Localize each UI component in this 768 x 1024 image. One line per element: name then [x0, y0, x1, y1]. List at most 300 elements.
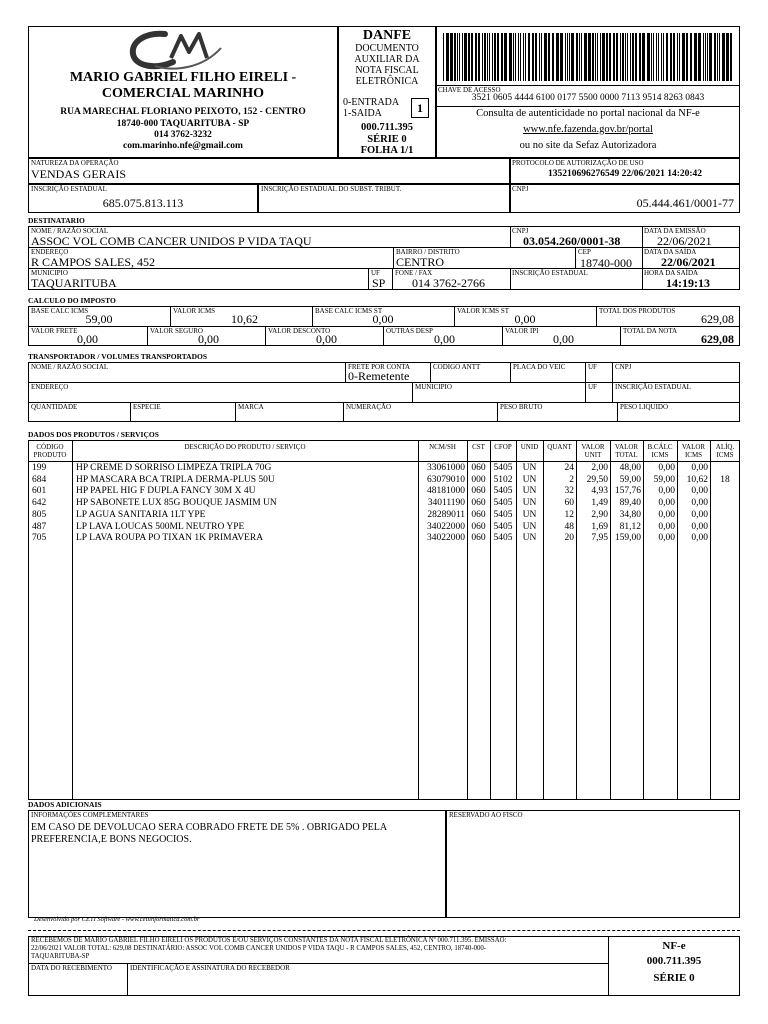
desconto: 0,00: [316, 332, 337, 346]
barcode-bar: [484, 33, 486, 81]
adicionais-section: DADOS ADICIONAIS: [28, 800, 102, 809]
info-label: INFORMAÇÕES COMPLEMENTARES: [31, 811, 149, 819]
portal-link[interactable]: www.nfe.fazenda.gov.br/portal: [523, 124, 653, 135]
valor-st-label: VALOR ICMS ST: [457, 307, 509, 315]
barcode-bar: [494, 33, 496, 81]
transp-qtd-label: QUANTIDADE: [31, 403, 78, 411]
barcode-bar: [504, 33, 507, 81]
cell-descricao: LP LAVA ROUPA PO TIXAN 1K PRIMAVERA: [76, 533, 264, 544]
barcode-bar: [666, 33, 668, 81]
barcode-bar: [682, 33, 685, 81]
th-ncm: NCM/SH: [429, 443, 456, 451]
barcode-bar: [535, 33, 537, 81]
th-vtotal-1: VALOR: [614, 443, 639, 451]
barcode-bar: [482, 33, 483, 81]
transp-antt-label: CODIGO ANTT: [433, 363, 481, 371]
barcode-bar: [663, 33, 664, 81]
cell-unid: UN: [522, 498, 537, 509]
th-descricao: DESCRIÇÃO DO PRODUTO / SERVIÇO: [184, 443, 306, 451]
seguro: 0,00: [198, 332, 219, 346]
cell-vtotal: 89,40: [619, 498, 641, 509]
cell-bcalc: 0,00: [658, 498, 675, 509]
emitente-endereco: RUA MARECHAL FLORIANO PEIXOTO, 152 - CENTRO: [60, 107, 306, 117]
frete: 0,00: [77, 332, 98, 346]
cell-unid: UN: [522, 474, 537, 485]
dest-endereco: R CAMPOS SALES, 452: [31, 255, 156, 269]
cell-bcalc: 0,00: [658, 486, 675, 497]
barcode-bar: [726, 33, 729, 81]
transp-endereco-label: ENDEREÇO: [31, 383, 69, 391]
cell-quant: 24: [564, 463, 574, 473]
dest-fone-label: FONE / FAX: [395, 269, 433, 277]
dest-nome: ASSOC VOL COMB CANCER UNIDOS P VIDA TAQU: [31, 234, 312, 248]
cell-vicms: 10,62: [686, 474, 708, 485]
barcode-bar: [588, 33, 591, 81]
total-prod: 629,08: [701, 312, 734, 326]
cnpj-emit-value: 05.444.461/0001-77: [636, 196, 734, 210]
emitente-email: com.marinho.nfe@gmail.com: [123, 141, 243, 151]
iest-label: INSCRIÇÃO ESTADUAL DO SUBST. TRIBUT.: [261, 185, 402, 193]
danfe-serie: SÉRIE 0: [367, 134, 407, 145]
cell-cst: 060: [471, 521, 486, 532]
th-codigo-2: PRODUTO: [33, 451, 67, 459]
protocolo-value: 135210696276549 22/06/2021 14:20:42: [547, 169, 703, 179]
barcode-bar: [632, 33, 634, 81]
barcode-bar: [501, 33, 503, 81]
canhoto-data-label: DATA DO RECEBIMENTO: [31, 964, 112, 972]
barcode-bar: [600, 33, 601, 81]
canhoto-assinatura-label: IDENTIFICAÇÃO E ASSINATURA DO RECEBEDOR: [130, 964, 290, 972]
transp-frete: 0-Remetente: [348, 369, 410, 383]
total-prod-label: TOTAL DOS PRODUTOS: [599, 307, 676, 315]
dest-bairro-label: BAIRRO / DISTRITO: [396, 248, 460, 256]
th-bcalc-1: B.CÁLC: [647, 443, 673, 451]
protocolo-label: PROTOCOLO DE AUTORIZAÇÃO DE USO: [512, 159, 644, 167]
transp-cnpj-label: CNPJ: [615, 363, 632, 371]
cell-unid: UN: [522, 463, 537, 473]
barcode-bar: [520, 33, 521, 81]
chave-valor: 3521 0605 4444 6100 0177 5500 0000 7113 9514 8263 0843: [471, 93, 705, 103]
barcode-bar: [569, 33, 570, 81]
cell-descricao: HP SABONETE LUX 85G BOUQUE JASMIM UN: [76, 498, 277, 509]
imposto-section: CALCULO DO IMPOSTO: [28, 296, 116, 305]
barcode-bar: [525, 33, 526, 81]
barcode-bar: [602, 33, 605, 81]
info-line-2: PREFERENCIA,E BONS NEGOCIOS.: [31, 834, 192, 845]
ipi: 0,00: [553, 332, 574, 346]
transp-marca-label: MARCA: [238, 403, 264, 411]
barcode-bar: [627, 33, 628, 81]
cell-cfop: 5405: [493, 509, 513, 520]
danfe-folha: FOLHA 1/1: [360, 145, 414, 156]
barcode-bar: [719, 33, 720, 81]
cell-descricao: HP MASCARA BCA TRIPLA DERMA-PLUS 50U: [76, 474, 275, 485]
th-cfop: CFOP: [494, 443, 512, 451]
produtos-section: DADOS DOS PRODUTOS / SERVIÇOS: [28, 430, 159, 439]
cell-cfop: 5405: [493, 521, 513, 532]
valor-icms: 10,62: [231, 312, 258, 326]
cell-ncm: 34022000: [427, 521, 465, 532]
emitente-nome-1: MARIO GABRIEL FILHO EIRELI -: [69, 70, 297, 85]
cell-unid: UN: [522, 521, 537, 532]
cell-descricao: HP PAPEL HIG F DUPLA FANCY 30M X 4U: [76, 486, 256, 497]
cell-codigo: 705: [32, 533, 47, 544]
emitente-nome-2: COMERCIAL MARINHO: [101, 86, 265, 101]
cell-vtotal: 157,76: [614, 486, 641, 497]
barcode-bar: [579, 33, 580, 81]
cell-vtotal: 81,12: [619, 521, 641, 532]
total-nota-label: TOTAL DA NOTA: [623, 327, 678, 335]
th-quant: QUANT: [547, 443, 572, 451]
cell-vunit: 2,00: [591, 463, 608, 473]
cell-cfop: 5405: [493, 498, 513, 509]
base-icms: 59,00: [85, 312, 113, 326]
barcode-bar: [613, 33, 615, 81]
dest-hora: 14:19:13: [666, 276, 710, 290]
barcode-bar: [489, 33, 490, 81]
danfe-tipo-box: 1: [411, 98, 429, 118]
transp-uf-label: UF: [588, 363, 597, 371]
barcode-bar: [690, 33, 692, 81]
cell-bcalc: 0,00: [658, 509, 675, 520]
dest-bairro: CENTRO: [396, 255, 444, 269]
cell-vtotal: 59,00: [619, 474, 641, 485]
dest-cnpj: 03.054.260/0001-38: [523, 234, 621, 248]
cut-line: [28, 930, 740, 931]
barcode-bar: [616, 33, 618, 81]
barcode-bar: [576, 33, 578, 81]
natureza-label: NATUREZA DA OPERAÇÃO: [31, 159, 119, 167]
barcode-bar: [492, 33, 493, 81]
barcode-bar: [694, 33, 697, 81]
barcode-bar: [565, 33, 566, 81]
barcode-bar: [523, 33, 524, 81]
danfe-desc-4: ELETRÔNICA: [355, 76, 419, 87]
barcode-bar: [656, 33, 657, 81]
dest-hora-label: HORA DA SAÍDA: [644, 269, 699, 277]
sefaz-text: ou no site da Sefaz Autorizadora: [519, 140, 657, 151]
th-unid: UNID: [520, 443, 539, 451]
barcode-bar: [661, 33, 662, 81]
barcode-bar: [548, 33, 550, 81]
transp-numeracao-label: NUMERAÇÃO: [346, 403, 392, 411]
barcode-bar: [468, 33, 470, 81]
desenvolvido-text: Desenvolvido por CETI Software - www.cetiinformatica.com.br: [34, 916, 200, 923]
barcode-bar: [513, 33, 514, 81]
barcode-bar: [670, 33, 672, 81]
cell-quant: 60: [564, 498, 574, 509]
cell-codigo: 642: [32, 498, 47, 509]
transp-municipio-label: MUNICIPIO: [415, 383, 452, 391]
transp-ie-label: INSCRIÇÃO ESTADUAL: [615, 383, 691, 391]
canhoto-texto-2: 22/06/2021 VALOR TOTAL: 629,08 DESTINATÁRIO: ASSOC VOL COMB CANCER UNIDOS P VIDA TAQU - R CAMPOS SALES, 452, CENTRO, 18740-000-: [31, 945, 487, 952]
cell-vicms: 0,00: [691, 498, 708, 509]
base-icms-label: BASE CALC ICMS: [31, 307, 89, 315]
danfe-desc-2: AUXILIAR DA: [354, 54, 420, 65]
canhoto-texto-1: RECEBEMOS DE MARIO GABRIEL FILHO EIRELI OS PRODUTOS E/OU SERVIÇOS CONSTANTES DA NOTA FISCAL ELETRÔNICA Nº 000.711.395. EMISSÃO:: [31, 937, 507, 944]
cell-cfop: 5405: [493, 463, 513, 473]
desconto-label: VALOR DESCONTO: [268, 327, 331, 335]
danfe-desc-1: DOCUMENTO: [355, 43, 419, 54]
cell-bcalc: 0,00: [658, 463, 675, 473]
barcode-bar: [705, 33, 706, 81]
cell-descricao: LP AGUA SANITARIA 1LT YPE: [76, 509, 206, 520]
cell-ncm: 63079010: [427, 474, 465, 485]
base-st-label: BASE CALC ICMS ST: [315, 307, 383, 315]
th-cst: CST: [472, 443, 485, 451]
danfe-entrada: 0-ENTRADA: [343, 97, 400, 108]
transp-placa-label: PLACA DO VEIC: [513, 363, 566, 371]
barcode-bar: [560, 33, 563, 81]
destinatario-section: DESTINATARIO: [28, 216, 85, 225]
cell-ncm: 34011190: [427, 498, 465, 509]
barcode-bar: [515, 33, 516, 81]
dest-cnpj-label: CNPJ: [512, 227, 529, 235]
cell-ncm: 34022000: [427, 533, 465, 544]
transp-peso-liquido-label: PESO LIQUIDO: [620, 403, 669, 411]
cell-vicms: 0,00: [691, 486, 708, 497]
barcode-bar: [552, 33, 554, 81]
barcode-bar: [686, 33, 688, 81]
ie-value: 685.075.813.113: [102, 196, 184, 210]
cell-cfop: 5405: [493, 486, 513, 497]
cell-vunit: 4,93: [591, 486, 608, 497]
dest-emissao-label: DATA DA EMISSÃO: [644, 227, 706, 235]
barcode-bar: [443, 33, 444, 81]
barcode-bar: [703, 33, 704, 81]
cell-cst: 060: [471, 498, 486, 509]
cell-descricao: HP CREME D SORRISO LIMPEZA TRIPLA 70G: [76, 463, 272, 473]
cell-cst: 060: [471, 463, 486, 473]
cell-vicms: 0,00: [691, 521, 708, 532]
barcode-bar: [630, 33, 631, 81]
ipi-label: VALOR IPI: [505, 327, 539, 335]
dest-cep-label: CEP: [578, 248, 591, 256]
canhoto-numero: 000.711.395: [646, 955, 702, 967]
barcode-bar: [497, 33, 499, 81]
cell-codigo: 601: [32, 486, 47, 497]
barcode-bar: [509, 33, 512, 81]
barcode-bar: [730, 33, 732, 81]
barcode-bar: [541, 33, 542, 81]
cell-vicms: 0,00: [691, 463, 708, 473]
dest-emissao: 22/06/2021: [657, 234, 712, 248]
barcode-bar: [698, 33, 701, 81]
dest-municipio-label: MUNICIPIO: [31, 269, 68, 277]
barcode-bar: [647, 33, 650, 81]
barcode-bar: [707, 33, 708, 81]
cell-codigo: 805: [32, 509, 47, 520]
cell-cfop: 5102: [493, 474, 513, 485]
cell-quant: 12: [564, 509, 574, 520]
barcode-bar: [539, 33, 540, 81]
base-st: 0,00: [372, 312, 394, 326]
cell-codigo: 684: [32, 474, 47, 485]
barcode-bar: [625, 33, 626, 81]
barcode-bar: [622, 33, 624, 81]
cell-vtotal: 48,00: [619, 463, 641, 473]
cell-bcalc: 0,00: [658, 521, 675, 532]
barcode-bar: [639, 33, 641, 81]
dest-uf: SP: [372, 276, 386, 290]
danfe-desc-3: NOTA FISCAL: [355, 65, 419, 76]
barcode-bar: [450, 33, 453, 81]
cell-quant: 32: [564, 486, 574, 497]
cell-ncm: 33061000: [427, 463, 465, 473]
dest-saida: 22/06/2021: [661, 255, 716, 269]
cell-quant: 20: [564, 533, 574, 544]
fisco-label: RESERVADO AO FISCO: [449, 811, 523, 819]
barcode-bar: [592, 33, 594, 81]
barcode-bar: [653, 33, 654, 81]
barcode-bar: [544, 33, 547, 81]
cell-cst: 060: [471, 533, 486, 544]
th-vunit-2: UNIT: [584, 451, 602, 459]
dest-cep: 18740-000: [580, 256, 632, 270]
barcode-bar: [606, 33, 608, 81]
danfe-title: DANFE: [362, 28, 412, 43]
barcode-bar: [457, 33, 458, 81]
th-codigo-1: CÓDIGO: [36, 443, 64, 451]
barcode-bar: [556, 33, 559, 81]
barcode-bar: [487, 33, 488, 81]
barcode-bar: [459, 33, 460, 81]
emitente-cidade: 18740-000 TAQUARITUBA - SP: [116, 119, 250, 129]
transp-frete-label: FRETE POR CONTA: [348, 363, 411, 371]
cnpj-emit-label: CNPJ: [512, 185, 529, 193]
cell-cst: 000: [471, 474, 486, 485]
cell-descricao: LP LAVA LOUCAS 500ML NEUTRO YPE: [76, 521, 245, 532]
barcode: [441, 33, 735, 81]
dest-ie-label: INSCRIÇÃO ESTADUAL: [512, 269, 588, 277]
barcode-bar: [714, 33, 716, 81]
info-line-1: EM CASO DE DEVOLUCAO SERA COBRADO FRETE DE 5% . OBRIGADO PELA: [31, 822, 388, 833]
cell-unid: UN: [522, 533, 537, 544]
barcode-bar: [567, 33, 568, 81]
barcode-bar: [597, 33, 598, 81]
valor-st: 0,00: [514, 312, 536, 326]
cell-vunit: 7,95: [591, 533, 608, 544]
cell-vtotal: 34,80: [619, 509, 641, 520]
cell-vunit: 2,90: [591, 509, 608, 520]
barcode-bar: [609, 33, 611, 81]
barcode-bar: [464, 33, 467, 81]
barcode-bar: [528, 33, 530, 81]
cell-quant: 48: [564, 521, 574, 532]
frete-label: VALOR FRETE: [31, 327, 78, 335]
cell-quant: 2: [569, 474, 574, 485]
fisco-box: [446, 810, 740, 918]
total-nota: 629,08: [701, 332, 734, 346]
outras-label: OUTRAS DESP: [386, 327, 433, 335]
barcode-bar: [642, 33, 645, 81]
cell-aliq: 18: [720, 474, 730, 485]
transp-especie-label: ESPECIE: [133, 403, 161, 411]
barcode-bar: [518, 33, 519, 81]
dest-saida-label: DATA DA SAÍDA: [644, 248, 697, 256]
barcode-bar: [478, 33, 480, 81]
danfe-saida: 1-SAIDA: [343, 108, 382, 119]
valor-icms-label: VALOR ICMS: [173, 307, 216, 315]
cell-codigo: 487: [32, 521, 47, 532]
cell-codigo: 199: [32, 463, 47, 473]
cell-cst: 060: [471, 509, 486, 520]
dest-municipio: TAQUARITUBA: [31, 276, 117, 290]
cell-cst: 060: [471, 486, 486, 497]
outras: 0,00: [434, 332, 455, 346]
canhoto-serie: SÉRIE 0: [653, 972, 695, 984]
barcode-bar: [471, 33, 473, 81]
barcode-bar: [658, 33, 659, 81]
th-vicms-2: ICMS: [684, 451, 703, 459]
dest-endereco-label: ENDEREÇO: [31, 248, 69, 256]
transportador-section: TRANSPORTADOR / VOLUMES TRANSPORTADOS: [28, 352, 208, 361]
barcode-bar: [635, 33, 637, 81]
ie-label: INSCRIÇÃO ESTADUAL: [31, 185, 107, 193]
cell-bcalc: 59,00: [653, 474, 675, 485]
th-vtotal-2: TOTAL: [615, 451, 638, 459]
cell-vicms: 0,00: [691, 509, 708, 520]
transp-uf2-label: UF: [588, 383, 597, 391]
barcode-bar: [462, 33, 463, 81]
barcode-bar: [595, 33, 596, 81]
barcode-bar: [581, 33, 582, 81]
barcode-bar: [571, 33, 574, 81]
cell-ncm: 28289011: [427, 509, 465, 520]
barcode-bar: [677, 33, 678, 81]
barcode-bar: [454, 33, 456, 81]
barcode-bar: [446, 33, 449, 81]
barcode-bar: [620, 33, 621, 81]
consulta-text: Consulta de autenticidade no portal nacional da NF-e: [476, 108, 700, 119]
th-aliq-2: ICMS: [716, 451, 734, 459]
cell-vtotal: 159,00: [614, 533, 641, 544]
th-vunit-1: VALOR: [581, 443, 605, 451]
barcode-bar: [584, 33, 587, 81]
barcode-bar: [679, 33, 680, 81]
th-vicms-1: VALOR: [681, 443, 706, 451]
barcode-bar: [717, 33, 718, 81]
dest-uf-label: UF: [371, 269, 380, 277]
canhoto-nfe: NF-e: [662, 940, 686, 952]
cell-cfop: 5405: [493, 533, 513, 544]
barcode-bar: [709, 33, 712, 81]
seguro-label: VALOR SEGURO: [150, 327, 203, 335]
cell-unid: UN: [522, 486, 537, 497]
barcode-bar: [722, 33, 725, 81]
th-aliq-1: ALÍQ.: [715, 443, 735, 451]
transp-nome-label: NOME / RAZÃO SOCIAL: [31, 363, 109, 371]
dest-nome-label: NOME / RAZÃO SOCIAL: [31, 227, 109, 235]
cell-vunit: 1,49: [591, 498, 608, 509]
dest-fone: 014 3762-2766: [412, 276, 485, 290]
chave-label: CHAVE DE ACESSO: [438, 86, 501, 94]
cell-bcalc: 0,00: [658, 533, 675, 544]
th-bcalc-2: ICMS: [651, 451, 669, 459]
company-logo: [125, 28, 225, 72]
cell-ncm: 48181000: [427, 486, 465, 497]
danfe-numero: 000.711.395: [361, 122, 413, 133]
barcode-bar: [673, 33, 675, 81]
barcode-bar: [532, 33, 534, 81]
canhoto-texto-3: TAQUARITUBA-SP: [31, 953, 90, 960]
cell-vicms: 0,00: [691, 533, 708, 544]
natureza-value: VENDAS GERAIS: [31, 167, 127, 181]
emitente-fone: 014 3762-3232: [154, 130, 212, 140]
cell-vunit: 1,69: [591, 521, 608, 532]
barcode-bar: [651, 33, 652, 81]
cell-vunit: 29,50: [586, 474, 608, 485]
